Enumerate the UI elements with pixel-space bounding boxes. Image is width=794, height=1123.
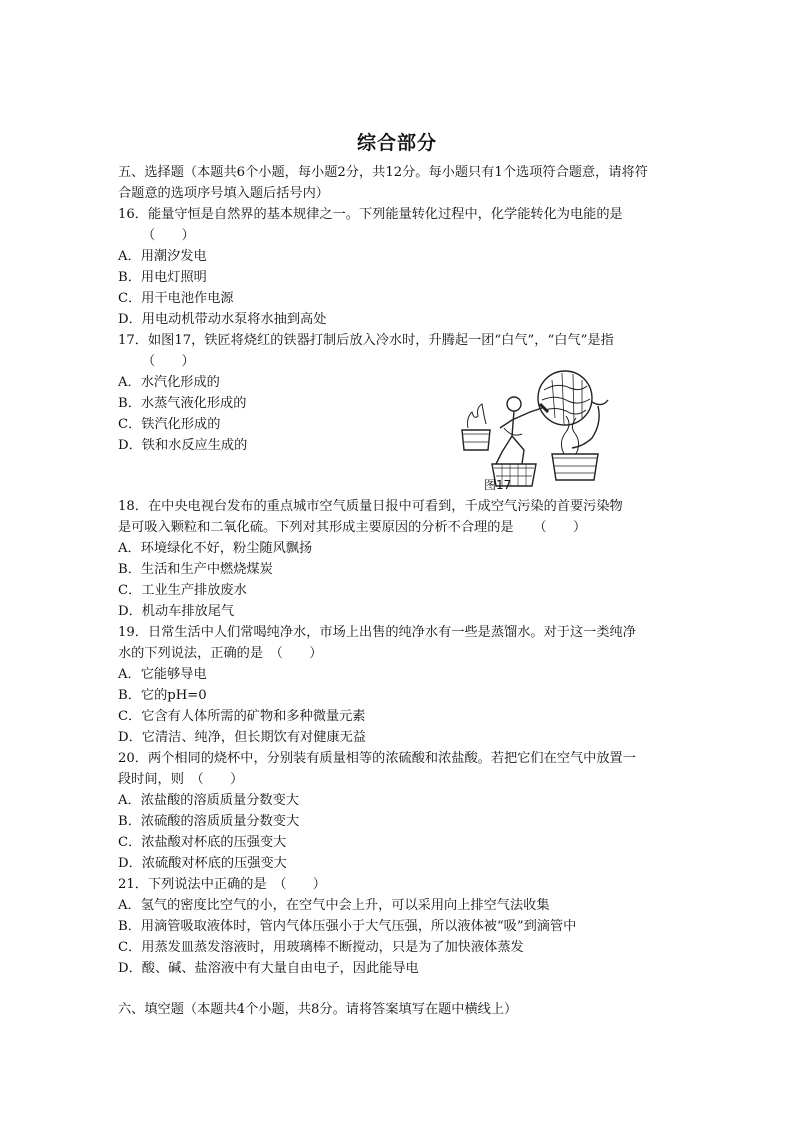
- q18-option-c: C．工业生产排放废水: [118, 583, 247, 598]
- q18-option-d: D．机动车排放尾气: [118, 604, 235, 619]
- q16-stem: 16．能量守恒是自然界的基本规律之一。下列能量转化过程中，化学能转化为电能的是: [118, 207, 623, 222]
- q21-stem: 21．下列说法中正确的是 （ ）: [118, 877, 326, 892]
- q20-option-a: A．浓盐酸的溶质质量分数变大: [118, 793, 299, 808]
- q19-option-c: C．它含有人体所需的矿物和多种微量元素: [118, 709, 366, 724]
- q17-option-d: D．铁和水反应生成的: [118, 438, 248, 453]
- q19-option-b: B．它的pH=0: [118, 688, 207, 703]
- q19-stem-line1: 19．日常生活中人们常喝纯净水，市场上出售的纯净水有一些是蒸馏水。对于这一类纯净: [118, 625, 636, 640]
- q17-answer-paren: （ ）: [142, 354, 195, 369]
- q16-option-d: D．用电动机带动水泵将水抽到高处: [118, 312, 327, 327]
- figure-17-caption: 图17: [484, 478, 512, 492]
- q16-option-c: C．用干电池作电源: [118, 291, 234, 306]
- section-5-header-line1: 五、选择题（本题共6个小题，每小题2分，共12分。每小题只有1个选项符合题意，请将符: [118, 165, 648, 180]
- q16-answer-paren: （ ）: [142, 228, 195, 243]
- q16-option-a: A．用潮汐发电: [118, 249, 207, 264]
- q18-option-a: A．环境绿化不好，粉尘随风飘扬: [118, 541, 313, 556]
- section-5-header-line2: 合题意的选项序号填入题后括号内）: [118, 186, 329, 201]
- section-6-header: 六、填空题（本题共4个小题，共8分。请将答案填写在题中横线上）: [118, 1002, 518, 1017]
- q18-option-b: B．生活和生产中燃烧煤炭: [118, 562, 273, 577]
- q20-option-b: B．浓硫酸的溶质质量分数变大: [118, 814, 300, 829]
- q21-option-d: D．酸、碱、盐溶液中有大量自由电子，因此能导电: [118, 961, 419, 976]
- q16-option-b: B．用电灯照明: [118, 270, 207, 285]
- q20-stem-line2: 段时间，则 （ ）: [118, 772, 244, 787]
- q20-option-d: D．浓硫酸对杯底的压强变大: [118, 856, 287, 871]
- q21-option-a: A．氢气的密度比空气的小，在空气中会上升，可以采用向上排空气法收集: [118, 898, 550, 913]
- blacksmith-illustration: [452, 368, 618, 488]
- q18-stem-line1: 18．在中央电视台发布的重点城市空气质量日报中可看到，千成空气污染的首要污染物: [118, 499, 623, 514]
- q21-option-b: B．用滴管吸取液体时，管内气体压强小于大气压强，所以液体被“吸”到滴管中: [118, 919, 577, 934]
- q21-option-c: C．用蒸发皿蒸发溶液时，用玻璃棒不断搅动，只是为了加快液体蒸发: [118, 940, 524, 955]
- q19-stem-line2: 水的下列说法，正确的是 （ ）: [118, 646, 323, 661]
- q17-option-a: A．水汽化形成的: [118, 375, 220, 390]
- q17-stem: 17．如图17，铁匠将烧红的铁器打制后放入冷水时，升腾起一团“白气”，“白气”是指: [118, 333, 614, 348]
- q18-stem-line2: 是可吸入颗粒和二氧化硫。下列对其形成主要原因的分析不合理的是 （ ）: [118, 520, 587, 535]
- q20-stem-line1: 20．两个相同的烧杯中，分别装有质量相等的浓硫酸和浓盐酸。若把它们在空气中放置一: [118, 751, 636, 766]
- q17-option-b: B．水蒸气液化形成的: [118, 396, 247, 411]
- q20-option-c: C．浓盐酸对杯底的压强变大: [118, 835, 287, 850]
- q17-option-c: C．铁汽化形成的: [118, 417, 221, 432]
- page-title: 综合部分: [356, 132, 437, 154]
- q19-option-d: D．它清洁、纯净，但长期饮有对健康无益: [118, 730, 366, 745]
- q19-option-a: A．它能够导电: [118, 667, 207, 682]
